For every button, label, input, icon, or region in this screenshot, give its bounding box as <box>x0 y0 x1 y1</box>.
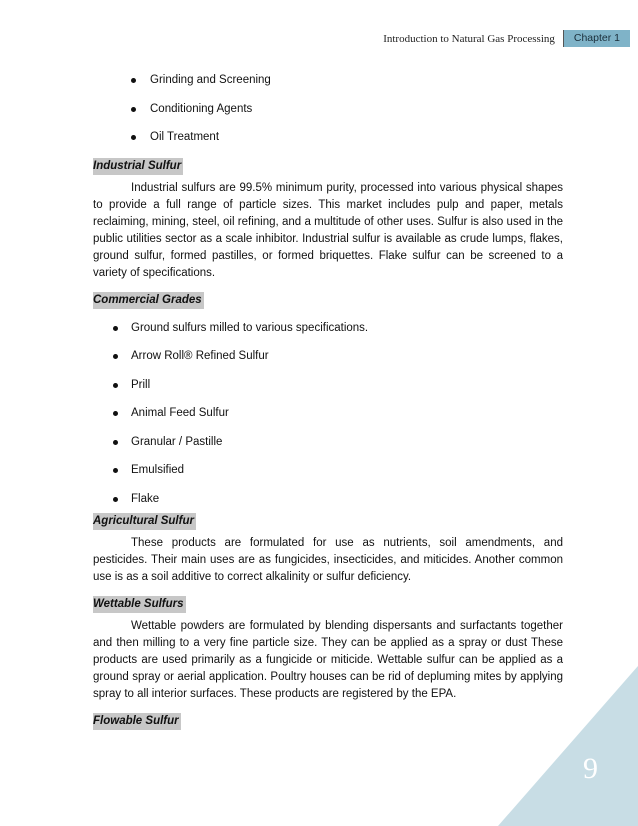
processing-list <box>93 72 563 158</box>
page-content <box>93 72 563 735</box>
bullet-icon <box>113 383 118 388</box>
list-item: Arrow Roll® Refined Sulfur <box>93 348 563 377</box>
list-item: Ground sulfurs milled to various specifications. <box>93 320 563 349</box>
page-header <box>383 30 630 47</box>
document-title: Introduction to Natural Gas Processing <box>383 32 555 45</box>
bullet-icon <box>113 354 118 359</box>
list-item: Oil Treatment <box>93 129 563 158</box>
chapter-tab: Chapter 1 <box>563 30 630 47</box>
bullet-icon <box>113 326 118 331</box>
list-item: Prill <box>93 377 563 406</box>
list-item: Granular / Pastille <box>93 434 563 463</box>
bullet-icon <box>131 78 136 83</box>
section-heading-flowable: Flowable Sulfur <box>93 713 181 730</box>
agricultural-paragraph: These products are formulated for use as nutrients, soil amendments, and pesticides. Their main uses are as fungicides, insecticides, and miticides. Another common use is as a soil additive to correct alkalinity or sulfur deficiency. <box>93 536 563 583</box>
bullet-icon <box>113 497 118 502</box>
bullet-icon <box>131 107 136 112</box>
bullet-icon <box>113 468 118 473</box>
section-heading-commercial: Commercial Grades <box>93 292 204 309</box>
industrial-paragraph: Industrial sulfurs are 99.5% minimum purity, processed into various physical shapes to provide a full range of particle sizes. This market includes pulp and paper, metals reclaiming, mining, steel, oil refining, and a multitude of other uses. Sulfur is also used in the public utilities sector as a scale inhibitor. Industrial sulfur is available as crude lumps, flakes, ground sulfur, formed pastilles, or formed briquettes. Flake sulfur can be screened to a variety of specifications. <box>93 181 563 279</box>
list-item: Animal Feed Sulfur <box>93 405 563 434</box>
list-item: Conditioning Agents <box>93 101 563 130</box>
page-number: 9 <box>583 752 598 785</box>
section-heading-industrial: Industrial Sulfur <box>93 158 183 175</box>
bullet-icon <box>131 135 136 140</box>
bullet-icon <box>113 411 118 416</box>
section-heading-agricultural: Agricultural Sulfur <box>93 513 196 530</box>
corner-decoration <box>498 666 638 826</box>
bullet-icon <box>113 440 118 445</box>
list-item: Emulsified <box>93 462 563 491</box>
section-heading-wettable: Wettable Sulfurs <box>93 596 186 613</box>
wettable-paragraph: Wettable powders are formulated by blending dispersants and surfactants together and then milling to a very fine particle size. They can be applied as a spray or dust These products are used primarily as a fungicide or miticide. Wettable sulfur can be applied as a ground spray or aerial application. Poultry houses can be rid of depluming mites by applying spray to all interior surfaces. These products are registered by the EPA. <box>93 619 563 700</box>
list-item: Flake <box>93 491 563 513</box>
list-item: Grinding and Screening <box>93 72 563 101</box>
commercial-list <box>93 320 563 513</box>
